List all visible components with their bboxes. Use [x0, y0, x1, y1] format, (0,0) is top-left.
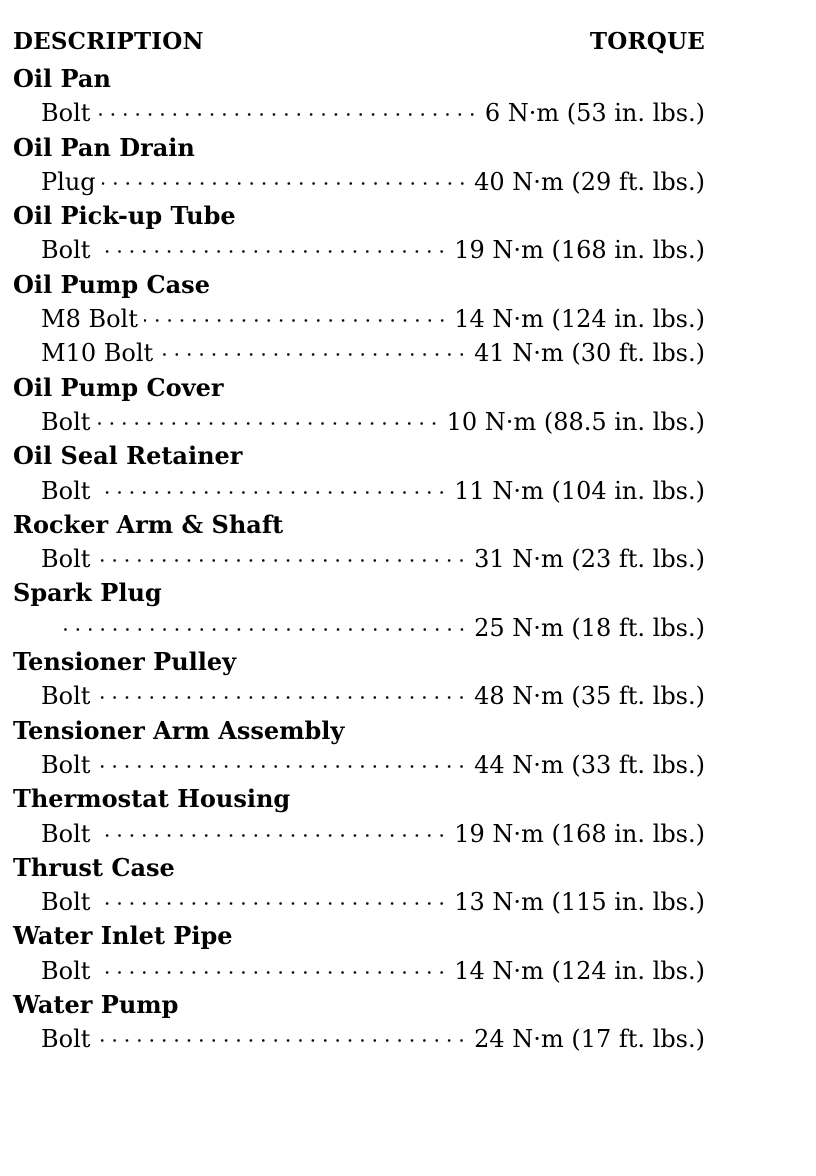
dot-leader	[96, 955, 448, 979]
fastener-label: Bolt	[41, 236, 91, 265]
fastener-label: Bolt	[41, 750, 91, 779]
torque-value: 48 N·m (35 ft. lbs.)	[474, 682, 705, 711]
section-title: Oil Seal Retainer	[13, 441, 243, 471]
dot-leader	[102, 166, 468, 190]
section-title: Water Pump	[13, 990, 179, 1020]
spec-row	[13, 165, 705, 199]
torque-value: 14 N·m (124 in. lbs.)	[454, 956, 705, 985]
dot-leader	[144, 303, 448, 327]
section-title: Tensioner Pulley	[13, 647, 237, 677]
section-title: Spark Plug	[13, 578, 162, 608]
spec-row	[13, 542, 705, 576]
fastener-label: M8 Bolt	[41, 305, 138, 334]
section-title: Rocker Arm & Shaft	[13, 509, 284, 539]
spec-row	[13, 474, 705, 508]
dot-leader	[96, 234, 448, 258]
fastener-label: Bolt	[41, 545, 91, 574]
fastener-label: Bolt	[41, 956, 91, 985]
dot-leader	[96, 406, 440, 430]
spec-row	[13, 302, 705, 336]
torque-value: 40 N·m (29 ft. lbs.)	[474, 167, 705, 196]
fastener-label: Plug	[41, 167, 96, 196]
torque-value: 19 N·m (168 in. lbs.)	[454, 819, 705, 848]
torque-value: 24 N·m (17 ft. lbs.)	[474, 1025, 705, 1054]
section-title: Water Inlet Pipe	[13, 921, 233, 951]
spec-row	[13, 336, 705, 370]
spec-row	[13, 679, 705, 713]
section-title: Thermostat Housing	[13, 784, 291, 814]
dot-leader	[96, 475, 448, 499]
torque-value: 25 N·m (18 ft. lbs.)	[474, 613, 705, 642]
dot-leader	[96, 680, 468, 704]
dot-leader	[96, 749, 468, 773]
spec-row	[13, 1022, 705, 1056]
fastener-label: Bolt	[41, 476, 91, 505]
section-title: Oil Pan	[13, 64, 111, 93]
torque-value: 11 N·m (104 in. lbs.)	[454, 476, 705, 505]
torque-column-header: TORQUE	[589, 28, 705, 55]
dot-leader	[96, 97, 478, 121]
dot-leader	[96, 543, 468, 567]
torque-value: 6 N·m (53 in. lbs.)	[484, 99, 705, 128]
fastener-label: Bolt	[41, 407, 91, 436]
spec-row	[13, 817, 705, 851]
fastener-label: Bolt	[41, 99, 91, 128]
dot-leader	[96, 1023, 468, 1047]
section-title: Oil Pan Drain	[13, 132, 195, 162]
torque-value: 44 N·m (33 ft. lbs.)	[474, 750, 705, 779]
fastener-label: M10 Bolt	[41, 339, 154, 368]
section-title: Tensioner Arm Assembly	[13, 715, 345, 745]
fastener-label: Bolt	[41, 682, 91, 711]
description-column-header: DESCRIPTION	[13, 28, 204, 55]
section-title: Oil Pick-up Tube	[13, 201, 236, 231]
dot-leader	[96, 886, 448, 910]
spec-row	[13, 611, 705, 645]
spec-row	[13, 96, 705, 130]
spec-row	[13, 233, 705, 267]
dot-leader	[159, 337, 468, 361]
section-title: Oil Pump Cover	[13, 372, 224, 402]
fastener-label: Bolt	[41, 888, 91, 917]
spec-sections	[13, 62, 705, 1057]
spec-row	[13, 954, 705, 988]
dot-leader	[96, 818, 448, 842]
dot-leader	[63, 612, 468, 636]
section-title: Oil Pump Case	[13, 269, 210, 299]
spec-row	[13, 748, 705, 782]
spec-row	[13, 405, 705, 439]
torque-value: 31 N·m (23 ft. lbs.)	[474, 545, 705, 574]
torque-value: 41 N·m (30 ft. lbs.)	[474, 339, 705, 368]
spec-row	[13, 885, 705, 919]
section-title: Thrust Case	[13, 852, 175, 882]
torque-specification-table	[13, 28, 705, 1057]
fastener-label: Bolt	[41, 1025, 91, 1054]
torque-value: 19 N·m (168 in. lbs.)	[454, 236, 705, 265]
torque-value: 10 N·m (88.5 in. lbs.)	[446, 407, 705, 436]
table-header	[13, 28, 705, 62]
torque-value: 14 N·m (124 in. lbs.)	[454, 305, 705, 334]
fastener-label: Bolt	[41, 819, 91, 848]
torque-value: 13 N·m (115 in. lbs.)	[454, 888, 705, 917]
